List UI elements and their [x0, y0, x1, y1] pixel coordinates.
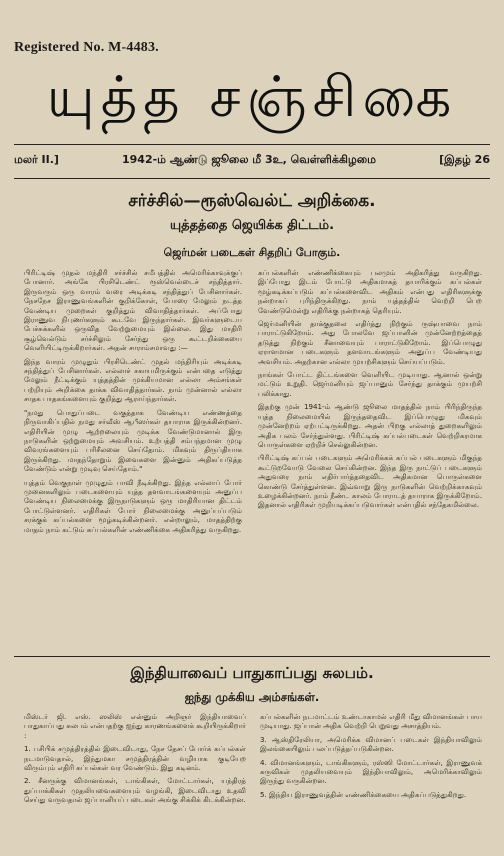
list-item: 2. சீனருக்கு விமானங்கள், டாங்கிகள், மோட்டார்கள், யந்திரத் துப்பாக்கிகள் முதலியவைகளையும் வழங்கி, இடைவிடாது உதவி செய்து வருவதால் ஜப்பானியப் படைகள் அங்கு சிக்கிக் கிடக்கின்றன. [24, 776, 246, 805]
paragraph: இந்த வாரம் முழுதும் பிரசிடெண்ட் முதல் மந்திரியும் அடிக்கடி சந்தித்துப் பேசினார்கள். எல்லாச் சகாயமிருக்கும் என்பதை எடுத்து மேலும் நீட்டிக்கும் யுத்தத்தின் முக்கியமான எல்லா அம்சங்கள் பற்றியும் அறிக்கை தாக்க விவாதித்தார்கள். நாம் முன்னால் எல்லா சாதக பாதகங்களையும் குறித்து ஆராய்ந்தார்கள். [24, 356, 242, 404]
second-headline: இந்தியாவைப் பாதுகாப்பது சுலபம். [130, 664, 374, 682]
lead-left-column [24, 268, 242, 646]
list-item: 4. விமானங்களும், டாங்கிகளும், ரஸ்ஸி மோட்டார்கள், இராணுவக் கருவிகள் முதலியவையும் இந்தியாவிலும், அமெரிக்காவிலும் இருந்து வருகின்றன. [260, 757, 482, 786]
paragraph: மிஸ்டர் ஜி. எஸ். ஸலிஸ் என்னும் அறிஞர் இந்தியாவைப் பாதுகாப்பது சுலபம் என்பதற்கு ஐந்து காரணங்களைக் கூறியிருக்கிறார் : [24, 712, 246, 740]
paragraph: யுத்தம் வெகுநாள் முழுதும் பாவி நீடிக்கிறது. இந்த எல்லாப் போர் முனைகளிலும் படைகளையும் யுத்த தளவாடங்களையும் அனுப்ப வேண்டிய நிலைமைக்கு இருநாடுகளும் ஒரு மாதிரியான திட்டம் போட்டுள்ளனர். எதிரிகள் போர் நிலைமைக்கு அனுப்பப்படும் சரக்குக் கப்பல்களை மூழ்கடிக்கின்றனர். என்றாலும், மாதத்திற்கு மாதம் நாம் கட்டும் கப்பல்களின் எண்ணிக்கை அதிகரித்து வருகிறது. [24, 477, 242, 534]
paragraph: ஜெர்மனியின் தாக்குதலை எதிர்த்து நிற்கும் ருஷ்யாவை நாம் பாராட்டுகிறோம். அது போலவே ஜப்பானின் முன்னேற்றத்தைத் தடுத்து நிற்கும் சீனாவையும் பாராட்டுகிறோம். இப்பொழுது ஏராளமான படைகளும் தளவாடங்களும் அனுப்ப வேண்டியது அவசியம். அதற்கான எல்லா முயற்சிகளும் செய்யப்படும். [258, 319, 482, 366]
registration-number: Registered No. M-4483. [14, 40, 159, 55]
paragraph: கப்பல்களின் நடமாட்டம் உண்டாகாமல் எதிரி மீது விமானங்கள் பாய முடியாது. ஜப்பான் அதிக வெற்றி பெறுவது அசாத்தியம். [260, 712, 482, 731]
volume-number: மலர் II.] [14, 153, 59, 166]
lead-right-column [258, 268, 482, 646]
issue-number: [இதழ் 26 [439, 153, 490, 166]
second-left-column [24, 712, 246, 852]
section-rule [14, 656, 490, 657]
lead-headline: சர்ச்சில்—ரூஸ்வெல்ட் அறிக்கை. [128, 191, 376, 211]
dateline [14, 153, 490, 173]
paragraph: பிரிட்டிஷ் கப்பல் படைகளும் அமெரிக்கக் கப்பல் படைகளும் மிகுந்த கூட்டுறவோடு வேலை செய்கின்றன. இந்த இரு நாட்டுப் படைகளும் அதுவரை நாம் எதிர்பார்த்ததைவிட அதிகமான பொருள்களை கொண்டு சேர்த்துள்ளன. இவ்வாறு இரு நாடுகளின் வெற்றிக்காகவும் உழைக்கின்றனர். நாம் நீண்ட காலம் போராடத் தயாராக இருக்கிறோம். இதனால் எதிரிகள் முறியடிக்கப்படுவார்கள் என்பதில் சந்தேகமில்லை. [258, 453, 482, 510]
second-subheadline: ஐந்து முக்கிய அம்சங்கள். [184, 690, 320, 704]
masthead-title: யுத்த சஞ்சிகை [46, 65, 458, 130]
paragraph: இதற்கு முன் 1941-ம் ஆண்டு ஜூலை மாதத்தில் நாம் பிரிந்திருந்த யுத்த நிலைமையில் இருந்ததைவிட இப்பொழுது மிகவும் முன்னேற்றம் ஏற்பட்டிருக்கிறது. அதன் பிறகு எல்லாத் துறைகளிலும் அதிக பலம் சேர்ந்துள்ளது. பிரிட்டிஷ் கப்பல்படைகள் வெற்றிகரமாக பொருள்களை ஏற்றிச் செல்லுகின்றன. [258, 402, 482, 449]
list-item: 5. இந்திய இராணுவத்தின் எண்ணிக்கையை அதிகப்படுத்துகிறது. [260, 789, 467, 799]
paragraph: பிரிட்டிஷ் முதல் மந்திரி சர்ச்சில் சமீபத்தில் அமெரிக்காவுக்குப் போனார். அங்கே பிரசிடெண்ட் ரூஸ்வெல்டைச் சந்தித்தார். இருவரும் ஒரு வாரம் வரை அடிக்கடி சந்தித்துப் பேசினார்கள். நேசநேச இராணுவங்களின் குறிக்கோள், போரை மேலும் நடத்த வேண்டிய முறைகள் குறித்தும் விவாதித்தார்கள். அப்போது இராணுவ நிபுணர்களும் கூடவே இருந்தார்கள். இவர்களுடைய பேச்சுக்களில் ஒருவித வேற்றுமையும் இல்லை. இது மாதிரி சூழ்வெல்டும் சர்ச்சிலும் சேர்ந்து ஒரு கூட்டறிக்கையை வெளியிட்டிருக்கிறார்கள். அதன் சாராம்சமாவது :— [24, 268, 242, 353]
second-right-column [260, 712, 482, 852]
paragraph: "நமது பொதுப்படை வகுத்தாக வேண்டிய எண்ணத்தை நிருவாகிப்பதில் நமது சர்வீஸ் ஆபீஸர்கள் தயாராக இருக்கின்றனர். எதிரியின் முழு ஆற்றலையும் முடிக்க வேண்டுமானால் இரு நாடுகளின் ஒற்றுமையும் அவசியம். உற்பத்தி சம்பந்தமான முழு விவரங்களையும் பரிசீலனை செய்தோம். மிகவும் திருப்தியாக இருக்கிறது. மாதந்தோறும் இவைகளை இன்னும் அதிகப்படுத்த வேண்டும் என்று முடிவு செய்தோம்." [24, 407, 242, 474]
lead-subheadline: யுத்தத்தை ஜெயிக்க திட்டம். [169, 218, 335, 233]
dateline-rule [14, 178, 490, 179]
lead-deck: ஜெர்மன் படைகள் சிதறிப் போகும். [163, 246, 341, 259]
issue-date: 1942-ம் ஆண்டு ஜூலை மீ 3உ, வெள்ளிக்கிழமை [122, 153, 376, 166]
paragraph: கப்பல்களின் எண்ணிக்கையும் பலமும் அதிகரித்து வருகிறது. இப்போது இடம் போட்டு அதிகமாகத் தயாரிக்கும் கப்பல்கள் மூழ்கடிக்கப்படும் கப்பல்களைவிட அதிகம் என்பது எதிரிகளுக்கு நன்றாகப் புரிந்திருக்கிறது. நாம் யுத்தத்தில் வெற்றி பெற வேண்டுமென்று எதிரிக்கு நன்றாகத் தெரியும். [258, 268, 482, 315]
list-item: 3. ஆஸ்திரேலியா, அமெரிக்க விமானப் படைகள் இந்தியாவிலும் இலங்கையிலும் பலப்படுத்தப்படுகின்றன. [260, 734, 482, 754]
paragraph: நாங்கள் போட்ட திட்டங்களை வெளியிட முடியாது. ஆனால் ஒன்று மட்டும் உறுதி. ஜெர்மனியும் ஜப்பானும் சேர்ந்து தாக்கும் முயற்சி பலிக்காது. [258, 370, 482, 398]
list-item: 1. பசிபிக் சமுத்திரத்தில் இடைவிடாது, நேச தேசப் போர்க் கப்பல்கள் நடமாடுவதால், இந்துமகா சமுத்திரத்தின் வழியாக குடியேற விரும்பும் எதிரி கப்பல்கள் வர வேண்டும். இது கடினம். [24, 744, 246, 773]
masthead-rule [14, 144, 490, 145]
